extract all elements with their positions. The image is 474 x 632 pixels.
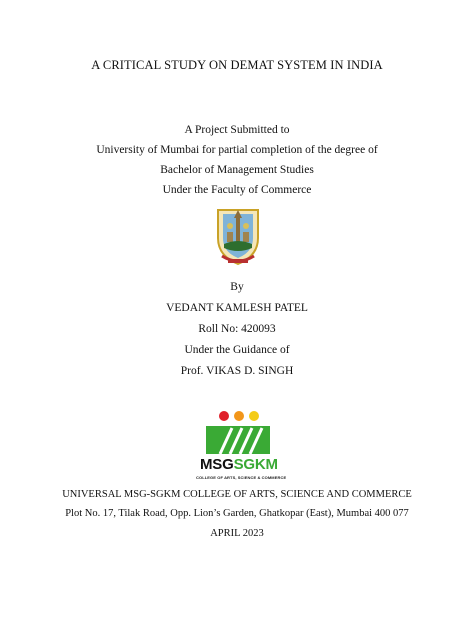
college-logo-name xyxy=(200,456,276,473)
college-address: Plot No. 17, Tilak Road, Opp. Lion’s Garden, Ghatkopar (East), Mumbai 400 077 xyxy=(65,508,409,519)
submission-line: University of Mumbai for partial completion of the degree of xyxy=(96,144,378,156)
roll-number: Roll No: 420093 xyxy=(198,323,276,335)
college-logo-subtitle: COLLEGE OF ARTS, SCIENCE & COMMERCE xyxy=(196,475,287,480)
submission-line: Under the Faculty of Commerce xyxy=(162,184,312,196)
submission-line: Bachelor of Management Studies xyxy=(160,164,314,176)
university-seal-logo xyxy=(214,204,262,266)
college-name: UNIVERSAL MSG-SGKM COLLEGE OF ARTS, SCIENCE AND COMMERCE xyxy=(62,489,412,500)
author-name: VEDANT KAMLESH PATEL xyxy=(166,302,308,314)
college-logo-name-msg: MSG xyxy=(200,456,234,473)
project-title: A CRITICAL STUDY ON DEMAT SYSTEM IN INDIA xyxy=(91,58,383,72)
submission-line: A Project Submitted to xyxy=(184,124,290,136)
author-line: By xyxy=(230,281,244,293)
guide-name: Prof. VIKAS D. SINGH xyxy=(180,365,294,377)
college-logo-name-sgkm: SGKM xyxy=(233,456,278,473)
guidance-label: Under the Guidance of xyxy=(184,344,290,356)
submission-date: APRIL 2023 xyxy=(210,528,264,539)
